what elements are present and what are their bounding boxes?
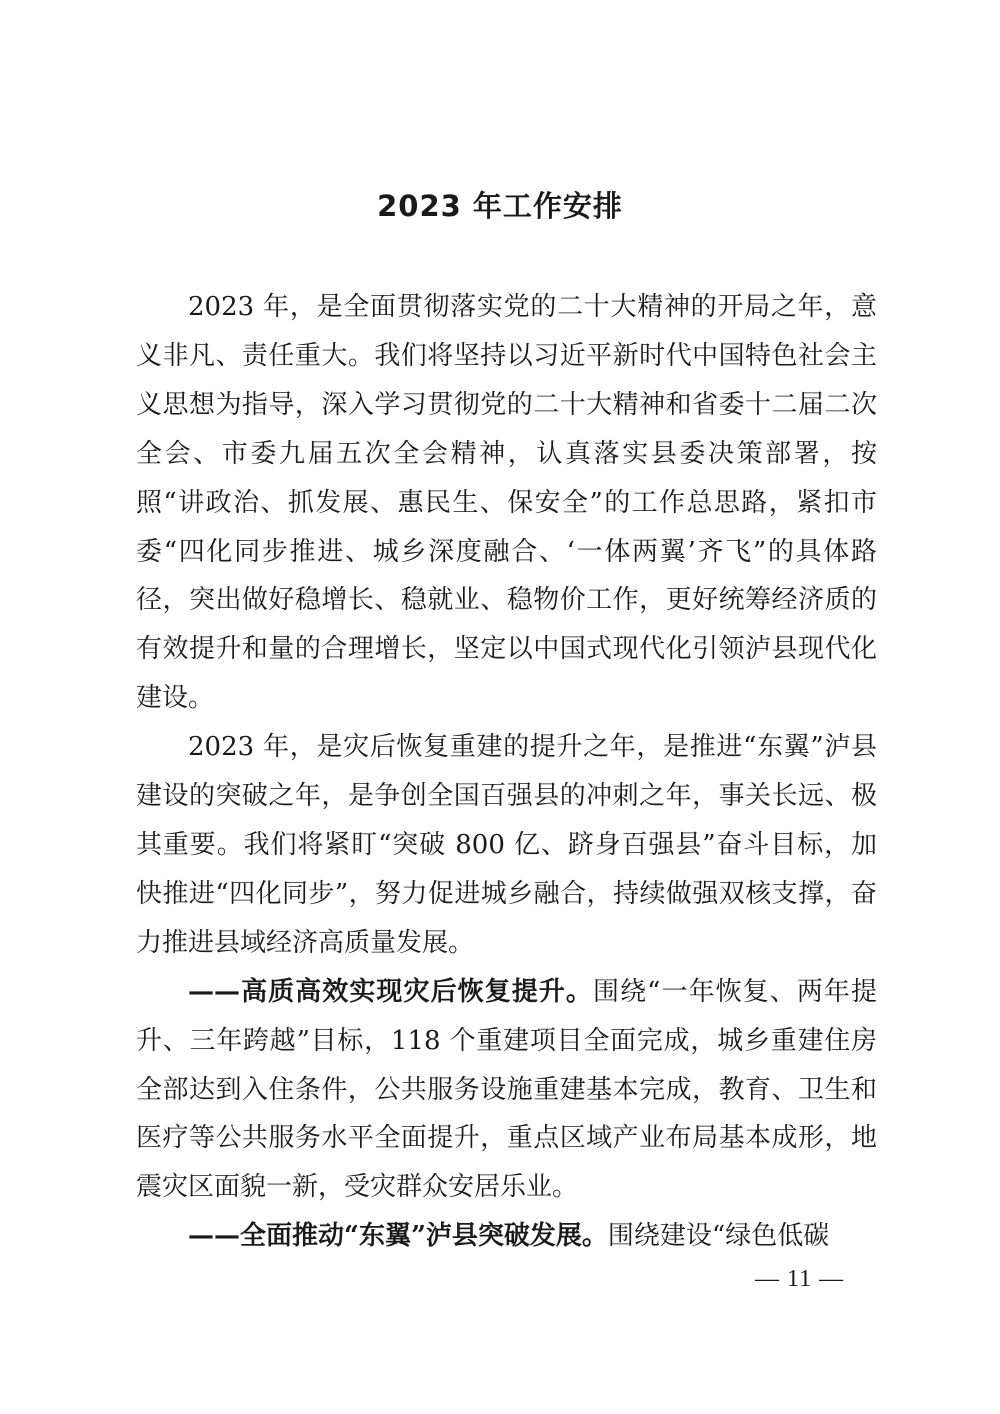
body-text — [136, 283, 877, 1261]
paragraph-lead: ——全面推动“东翼”泸县突破发展。 — [188, 1221, 608, 1252]
paragraph-east-wing — [136, 1212, 877, 1261]
page-title: 2023 年工作安排 — [377, 189, 623, 223]
paragraph-goals — [136, 723, 877, 968]
paragraph-intro — [136, 283, 877, 723]
paragraph-disaster-recovery — [136, 968, 877, 1213]
paragraph-text: 2023 年，是全面贯彻落实党的二十大精神的开局之年，意义非凡、责任重大。我们将坚持以习近平新时代中国特色社会主义思想为指导，深入学习贯彻党的二十大精神和省委十二届二次全会、市委九届五次全会精神，认真落实县委决策部署，按照“讲政治、抓发展、惠民生、保安全”的工作总思路，紧扣市委“四化同步推进、城乡深度融合、‘一体两翼’齐飞”的具体路径，突出做好稳增长、稳就业、稳物价工作，更好统筹经济质的有效提升和量的合理增长，坚定以中国式现代化引领泸县现代化建设。 — [136, 292, 877, 714]
paragraph-lead: ——高质高效实现灾后恢复提升。 — [188, 976, 593, 1007]
page-number: — 11 — — [755, 1266, 845, 1292]
paragraph-text: 围绕“一年恢复、两年提升、三年跨越”目标，118 个重建项目全面完成，城乡重建住房全部达到入住条件，公共服务设施重建基本完成，教育、卫生和医疗等公共服务水平全面提升，重点区域产业布局基本成形，地震灾区面貌一新，受灾群众安居乐业。 — [136, 976, 877, 1203]
paragraph-text: 2023 年，是灾后恢复重建的提升之年，是推进“东翼”泸县建设的突破之年，是争创全国百强县的冲刺之年，事关长远、极其重要。我们将紧盯“突破 800 亿、跻身百强县”奋斗目标，加快推进“四化同步”，努力促进城乡融合，持续做强双核支撑，奋力推进县域经济高质量发展。 — [136, 732, 877, 958]
paragraph-text: 围绕建设“绿色低碳 — [607, 1221, 830, 1252]
